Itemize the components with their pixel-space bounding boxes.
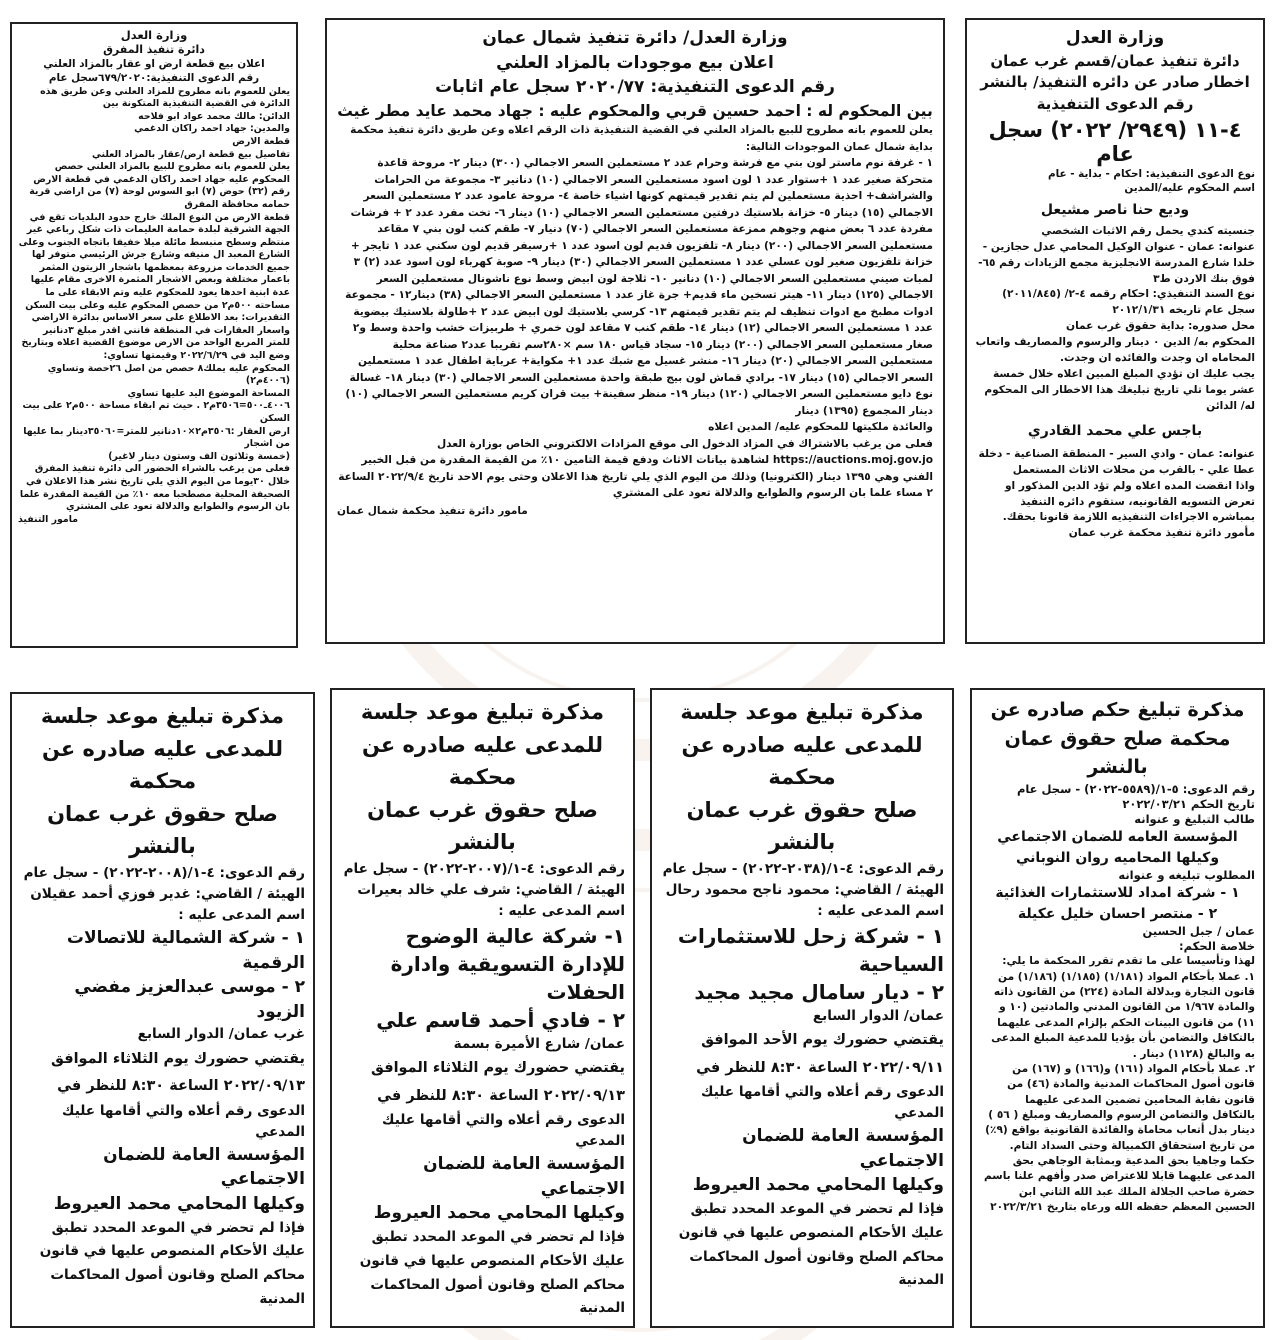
summons-title: للمدعى عليه صادره عن محكمة — [681, 732, 923, 790]
warning-text: فإذا لم تحضر في الموعد المحدد تطبق عليك الأحكام المنصوص عليها في قانون محاكم الصلح وقانون أصول المحاكمات المدنية — [678, 1201, 944, 1289]
ministry-label: وزارة العدل — [1065, 28, 1165, 48]
body-paragraph: المحكوم عليه يملك٨ حصص من اصل ٢٦حصة وتساوي (٤٠٠٦م٢) — [47, 362, 290, 387]
case-number: رقم الدعوى: ٤-١/(٢٠٣٨-٢٠٢٢) - سجل عام — [662, 860, 944, 877]
judge-line: الهيئة / القاضي: غدير فوزي أحمد عقيلان — [30, 885, 305, 902]
defendant-address: عمان/ الدوار السابع — [812, 1007, 944, 1024]
plaintiff-ref: الدعوى رقم أعلاه والتي أقامها عليك المدعي — [701, 1084, 944, 1122]
body-paragraph: تفاصيل بيع قطعة ارض/عقار بالمزاد العلني — [92, 148, 290, 160]
summary-label: خلاصة الحكم: — [1179, 939, 1255, 954]
defendant-label: اسم المدعى عليه : — [498, 902, 625, 919]
notice-west-amman — [965, 18, 1265, 644]
body-paragraph: فعلى من يرغب بالشراء الحضور الى دائرة تنفيذ المفرق خلال ٣٠يوما من اليوم الذي يلي تاريخ نشر هذا الاعلان في الصحيفة المحلية مصطحبا معه ١٠٪ من القيمة المقدرة علما بان الرسوم والطوابع والدلالة تعود على المشتري — [19, 463, 290, 513]
body-paragraph: يجب عليك ان تؤدي المبلغ المبين اعلاه خلال خمسة عشر يوما تلي تاريخ تبليغك هذا الاخطار الى المحكوم له/ الدائن — [984, 367, 1255, 412]
lawyer-name: وكيلها المحاميه روان النوباني — [1015, 849, 1220, 866]
auction-instructions: فعلى من يرغب بالاشتراك في المزاد الدخول الى موقع المزادات الالكتروني الخاص بوزارة العدل https://auctions.moj.gov.jo لشاهدة بيانات الاثاث ودفع قيمة التامين ١٠٪ من القيمة المقدرة من قبل الخبير الفني وهي ١٣٩٥ دينار (الكترونيا) وذلك من اليوم الذي يلي تاريخ هذا الاعلان وحتى يوم الاحد تاريخ ٢٠٢٢/٩/٤ الساعة ٢ مساء علما بان الرسوم والطوابع والدلالة تعود على المشتري — [338, 437, 933, 500]
case-type: نوع الدعوى التنفيذية: احكام - بداية - عام — [1048, 167, 1255, 180]
judgment-body: ٢. عملا بأحكام المواد (١٦١) و(١٦٦) و (١٦٧) من قانون أصول المحاكمات المدنية والمادة (٤٦) من قانون نقابة المحامين تضمين المدعى عليهما بالتكافل والتضامن الرسوم والمصاريف ومبلغ ( ٥٦ ) دينار بدل أتعاب محاماة والفائدة القانونية بواقع (٩٪) من تاريخ استحقاق الكمبيالة وحتى السداد التام. — [985, 1062, 1255, 1152]
plaintiff-ref: الدعوى رقم أعلاه والتي أقامها عليك المدعي — [382, 1112, 625, 1150]
body-paragraph: عنوانه: عمان - وادي السير - المنطقة الصناعية - دخلة عطا علي - بالقرب من محلات الاثاث المستعمل — [978, 447, 1255, 476]
defendant-name: ٢ - فادي أحمد قاسم علي — [376, 1007, 625, 1032]
body-paragraph: المحكوم به/ الدين ٠ دينار والرسوم والمصاريف واتعاب المحاماه ان وجدت والفائده ان وجدت. — [975, 336, 1255, 364]
case-number: رقم الدعوى التنفيذية:٦٧٩/٢٠٢٠سجل عام — [48, 71, 260, 84]
case-number: رقم الدعوى: ٤-١/(٢٠٠٨-٢٠٢٢) - سجل عام — [23, 864, 305, 881]
judgment-body: حكما وجاهيا بحق المدعية وبمثابة الوجاهي بحق المدعى عليهما قابلا للاعتراض صدر وأفهم علنا باسم حضرة صاحب الجلالة الملك عبد الله الثاني ابن الحسين المعظم حفظه الله ورعاه بتاريخ ٢٠٢٢/٣/٢١ — [983, 1155, 1255, 1214]
lawyer-name: وكيلها المحامي محمد العيروط — [373, 1203, 625, 1224]
judge-line: الهيئة / القاضي: محمود ناجح محمود رحال — [665, 881, 944, 898]
hearing-line: يقتضي حضورك يوم الأحد الموافق ٢٠٢٢/٠٩/١١ الساعة ٨:٣٠ للنظر في — [696, 1031, 944, 1076]
defendant-label: اسم المدعى عليه : — [178, 906, 305, 923]
respondent-name: ٢ - منتصر احسان خليل عكيلة — [1017, 905, 1218, 922]
body-paragraph: ٤٠٠٦ـ٥٠٠=٣٥٠٦م٢ . حيث تم ابقاء مساحة ٥٠٠م٢ على بيت السكن — [22, 400, 290, 424]
judgment-body: لهذا وتأسيسا على ما تقدم تقرر المحكمة ما يلي: — [1002, 955, 1255, 968]
summons-c — [10, 692, 315, 1328]
lawyer-name: وكيلها المحامي محمد العيروط — [692, 1175, 944, 1196]
summons-b — [330, 688, 635, 1328]
plaintiff-name: المؤسسة العامة للضمان الاجتماعي — [742, 1126, 944, 1171]
body-paragraph: يعلن للعموم بانه مطروح للمزاد العلني وعن طريق هذه الدائرة في القضية التنفيذية المتكونة بين — [40, 85, 290, 110]
body-paragraph: جنسيته كندي يحمل رقم الاثبات الشخصي — [1041, 224, 1255, 237]
defendant-name: ١ - شركة الشمالية للاتصالات الرقمية — [66, 927, 305, 973]
ministry-label: وزارة العدل — [120, 28, 188, 42]
summons-title: صلح حقوق غرب عمان بالنشر — [367, 797, 598, 855]
requester-label: طالب التبليغ و عنوانه — [1134, 812, 1255, 827]
defendant-name: ١ - شركة زحل للاستثمارات السياحية — [677, 923, 944, 976]
body-paragraph: يعلن للعموم بانه مطروح للبيع بالمزاد العلني في القضية التنفيذية ذات الرقم اعلاه وعن طريق دائرة تنفيذ محكمة بداية شمال عمان الموجودات التالية: — [350, 124, 933, 153]
defendant-address: عمان/ شارع الأميرة بسمة — [453, 1035, 625, 1052]
hearing-line: يقتضي حضورك يوم الثلاثاء الموافق ٢٠٢٢/٠٩/١٣ الساعة ٨:٣٠ للنظر في — [51, 1050, 305, 1095]
summons-title: صلح حقوق غرب عمان بالنشر — [686, 797, 918, 855]
body-paragraph: والعائدة ملكيتها للمحكوم عليه/ المدين اعلاه — [708, 421, 933, 434]
summons-title: مذكرة تبليغ موعد جلسة — [680, 700, 924, 724]
department-label: دائرة تنفيذ المفرق — [103, 43, 205, 57]
summons-a — [650, 688, 954, 1328]
creditor-line: الدائن: مالك محمد عواد ابو فلاحه — [138, 110, 290, 122]
body-paragraph: نوع السند التنفيذي: احكام رقمه ٤-٢/ (٢٠١١/٨٤٥) سجل عام تاريخه ٢٠١٢/١/٣١ — [1002, 288, 1255, 317]
body-paragraph: (خمسة وثلاثون الف وستون دينار لاغير) — [108, 450, 290, 462]
respondent-address: عمان / جبل الحسين — [1142, 923, 1255, 938]
debtor-name: وديع حنا ناصر مشيعل — [1040, 201, 1190, 218]
case-number: رقم الدعوى التنفيذية: ٢٠٢٠/٧٧ سجل عام اثابات — [435, 77, 835, 98]
defendant-name: ١- شركة عالية الوضوح للإدارة التسويقية وادارة الحفلات — [390, 923, 625, 1004]
plaintiff-name: المؤسسة العامة للضمان الاجتماعي — [423, 1154, 625, 1199]
defendant-name: ٢ - موسى عبدالعزيز مفضي الزيود — [74, 977, 305, 1022]
header-line: رقم الدعوى التنفيذية — [1036, 95, 1194, 114]
body-paragraph: يعلن للعموم بانه مطروح للبيع بالمزاد العلني حصص المحكوم عليه جهاد احمد راكان الدغمي في قطعة الارض رقم (٣٢) حوض (٧) ابو السوس لوحة (٧) من اراضي قرية حمامه محافظة المفرق — [29, 161, 290, 210]
items-list: ١ - غرفة نوم ماستر لون بني مع فرشة وحرام عدد ٢ مستعملين السعر الاجمالي (٣٠٠) دينار ٢- مروحة قاعدة متحركة صغير عدد ١ +ستوار عدد ١ لون اسود مستعملين السعر الاجمالي (١٠) دنانير ٣- مجموعة من الحرامات والشراشف+ احذية مستعملين لم يتم تقدير قيمتهم كونها اشياء خاصة ٤- مروحة عامود عدد ٢ مستعملين السعر الاجمالي (١٥) دينار ٥- خزانة بلاستيك درفتين مستعملين السعر الاجمالي (١٠) دينار ٦- تخت مفرد عدد ٢ + فرشات مفردة عدد ٦ بعض منهم وجوهم ممزعة مستعملين السعر الاجمالي (٧٠) دنيار ٧- طقم كنب لون بني ٧ مقاعد مستعملين السعر الاجمالي (٢٠٠) دينار ٨- تلفزيون قديم لون اسود عدد ١ +رسيفر قديم لون سكني عدد ١ تايجر + خزانة تلفزيون صغير لون عسلي عدد ١ مستعملين السعر الاجمالي (٣٠) دينار ٩- صوبة كهرباء لون اسود عدد (٢) ٣ لمبات صيني مستعملين السعر الاجمالي (١٠) دنانير ١٠- ثلاجة لون ابيض وسط نوع ناشونال مستعملين السعر الاجمالي (١٢٥) دينار ١١- هيتر تسخين ماء قديم+ جرة غاز عدد ١ مستعملين السعر الاجمالي (٣٨) دينار١٢ - مجموعة ادوات مطبخ مع ادوات تنظيف لم يتم تقدير قيمتهم ١٣- كرسي بلاستيك لون ابيض عدد ٢ +طاولة بلاستيك بيضوية عدد ١ مستعملين السعر الاجمالي (١٢) دينار ١٤- طقم كنب ٧ مقاعد لون خمري + طربيزات خشب واحدة وسط و٢ صغار مستعملين السعر الاجمالي (٢٠٠) دينار ١٥- سجاد قياس ١٨٠ سم ×٢٨٠سم تقريبا عدد٢ صناعة محلية مستعملين السعر الاجمالي (٢٠) دينار ١٦- منشر غسيل مع شبك عدد ١+ مكواية+ عرباية اطفال عدد ١ مستعملين السعر الاجمالي (١٥) دينار ١٧- برادي قماش لون بيج طبقة واحدة مستعملين السعر الاجمالي (٣٠) دينار ١٨- غسالة نوع دايو مستعملين السعر الاجمالي (١٢٠) دينار ١٩- منظر سفينة+ بيت قران كريم مستعملين السعر الاجمالي (١٠) دينار المجموع (١٣٩٥) دينار — [345, 157, 933, 417]
body-paragraph: قطعة الارض — [232, 135, 290, 147]
notice-mafraq — [10, 22, 298, 648]
summons-title: مذكرة تبليغ موعد جلسة — [360, 700, 605, 724]
case-number: رقم الدعوى: ٤-١/(٢٠٠٧-٢٠٢٢) - سجل عام — [343, 860, 625, 877]
creditor-name: باجس علي محمد القادري — [1027, 422, 1203, 439]
respondent-label: المطلوب تبليغه و عنوانه — [1118, 867, 1255, 882]
plaintiff-ref: الدعوى رقم أعلاه والتي أقامها عليك المدعي — [62, 1102, 305, 1140]
lawyer-name: وكيلها المحامي محمد العيروط — [53, 1194, 305, 1215]
body-paragraph: التقديرات: بعد الاطلاع على سعر الاساس بدائرة الاراضي واسعار العقارات في المنطقة فانني اقدر مبلغ ٣دنانير للمتر المربع الواحد من الارض موضوع القضية اعلاه وبتاريخ وضع اليد في ٢٠٢٢/٦/٢٩ وقيمتها تساوي: — [21, 312, 290, 362]
body-paragraph: عنوانه: عمان - عنوان الوكيل المحامي عدل حجازين - خلدا شارع المدرسة الانجليزية مجمع الزيادات رقم ٦٥- فوق بنك الاردن ط٣ — [978, 240, 1255, 285]
body-paragraph: ارض العقار :٣٥٠٦م٢×١٠دنانير للمتر=٣٥٠٦٠دينار بما عليها من اشجار — [23, 425, 290, 450]
notice-north-amman — [325, 18, 945, 644]
defendant-label: اسم المدعى عليه : — [817, 902, 944, 919]
respondent-name: ١ - شركة امداد للاستثمارات الغذائية — [995, 885, 1240, 902]
signature: مامور دائرة تنفيذ محكمة شمال عمان — [337, 505, 528, 518]
plaintiff-name: المؤسسة العامة للضمان الاجتماعي — [103, 1144, 305, 1190]
judgment-date: تاريخ الحكم ٢٠٢٢/٠٣/٢١ — [1122, 796, 1255, 811]
summons-title: مذكرة تبليغ موعد جلسة — [40, 704, 285, 728]
defendant-name: ٢ - ديار سامال مجيد مجيد — [694, 979, 944, 1004]
judgment-body: ١. عملا بأحكام المواد (١/١٨١) (١/١٨٥) (١/١٨٦) من قانون التجارة وبدلالة المادة (٢٢٤) من القانون ذاته والمادة ١/٩٦٧ من القانون المدني والمادتين (١٠ و ١١) من قانون البينات الحكم بإلزام المدعى عليهما بالتكافل والتضامن بأن يؤديا للمدعية المبلغ المدعى به والبالغ (١١٢٨) دينار . — [991, 970, 1255, 1060]
summons-title: للمدعى عليه صادره عن محكمة — [41, 736, 284, 794]
defendant-address: غرب عمان/ الدوار السابع — [137, 1026, 305, 1043]
body-paragraph: واذا انقضت المده اعلاه ولم تؤد الدين المذكور او تعرض التسويه القانونيه، ستقوم دائره التنفيذ بمباشره الاجراءات التنفيذيه اللازمة قانونا بحقك. — [1002, 479, 1255, 524]
summons-title: للمدعى عليه صادره عن محكمة — [361, 732, 604, 790]
body-paragraph: قطعة الارض من النوع الملك خارج حدود البلديات تقع في الجهة الشرقية لبلدة حمامة العليمات ذات شكل رباعي غير منتظم وسطح منبسط مائلة ميلا خفيفا باتجاه الجنوب وعلى الشارع المعبد ال منيفه وشارع جرش الرئيسي متوفر لها جميع الخدمات مزروعة بمعظمها باشجار الزيتون المثمر باعمار مختلفة وبعض الاشجار المثمرة الاخرى مقام عليها عدة ابنية احدها يعود للمحكوم عليه وتم الابقاء على ما مساحته ٥٠٠م٢ من حصص المحكوم عليه وعلى بيت السكن — [18, 211, 290, 311]
notice-judgment — [970, 688, 1265, 1328]
notice-title: اعلان بيع قطعة ارض او عقار بالمزاد العلني — [43, 57, 265, 70]
header-line: اخطار صادر عن دائره التنفيذ/ بالنشر — [980, 73, 1250, 92]
requester-name: المؤسسة العامه للضمان الاجتماعي — [997, 829, 1238, 846]
notice-title: اعلان بيع موجودات بالمزاد العلني — [496, 52, 774, 73]
signature: مأمور دائرة تنفيذ محكمة غرب عمان — [1068, 527, 1255, 540]
signature: مامور التنفيذ — [18, 513, 79, 525]
body-paragraph: المساحة الموضوع اليد عليها تساوي — [127, 387, 290, 399]
notice-header: وزارة العدل/ دائرة تنفيذ شمال عمان — [482, 28, 788, 48]
summons-title: صلح حقوق غرب عمان بالنشر — [47, 801, 278, 859]
case-number: ٤-١١ (٢٩٤٩/ ٢٠٢٢) سجل عام — [988, 117, 1242, 166]
body-paragraph: محل صدوره: بداية حقوق غرب عمان — [1066, 320, 1255, 333]
debtor-label: اسم المحكوم عليه/المدين — [1124, 181, 1255, 194]
debtor-line: والمدين: جهاد احمد راكان الدغمي — [134, 123, 290, 135]
header-line: دائرة تنفيذ عمان/قسم غرب عمان — [990, 51, 1240, 70]
warning-text: فإذا لم تحضر في الموعد المحدد تطبق عليك الأحكام المنصوص عليها في قانون محاكم الصلح وقانون أصول المحاكمات المدنية — [359, 1229, 625, 1317]
warning-text: فإذا لم تحضر في الموعد المحدد تطبق عليك الأحكام المنصوص عليها في قانون محاكم الصلح وقانون أصول المحاكمات المدنية — [39, 1219, 305, 1308]
judge-line: الهيئة / القاضي: شرف علي خالد بعيرات — [357, 881, 625, 898]
case-number: رقم الدعوى: ٥-١/(٥٥٨٩-٢٠٢٢) - سجل عام — [1016, 781, 1255, 796]
judgment-title: مذكرة تبليغ حكم صادره عن محكمة صلح حقوق عمان بالنشر — [990, 699, 1245, 778]
hearing-line: يقتضي حضورك يوم الثلاثاء الموافق ٢٠٢٢/٠٩/١٣ الساعة ٨:٣٠ للنظر في — [371, 1059, 625, 1104]
parties-line: بين المحكوم له : احمد حسين قربي والمحكوم عليه : جهاد محمد عايد مطر غيث — [337, 101, 933, 120]
